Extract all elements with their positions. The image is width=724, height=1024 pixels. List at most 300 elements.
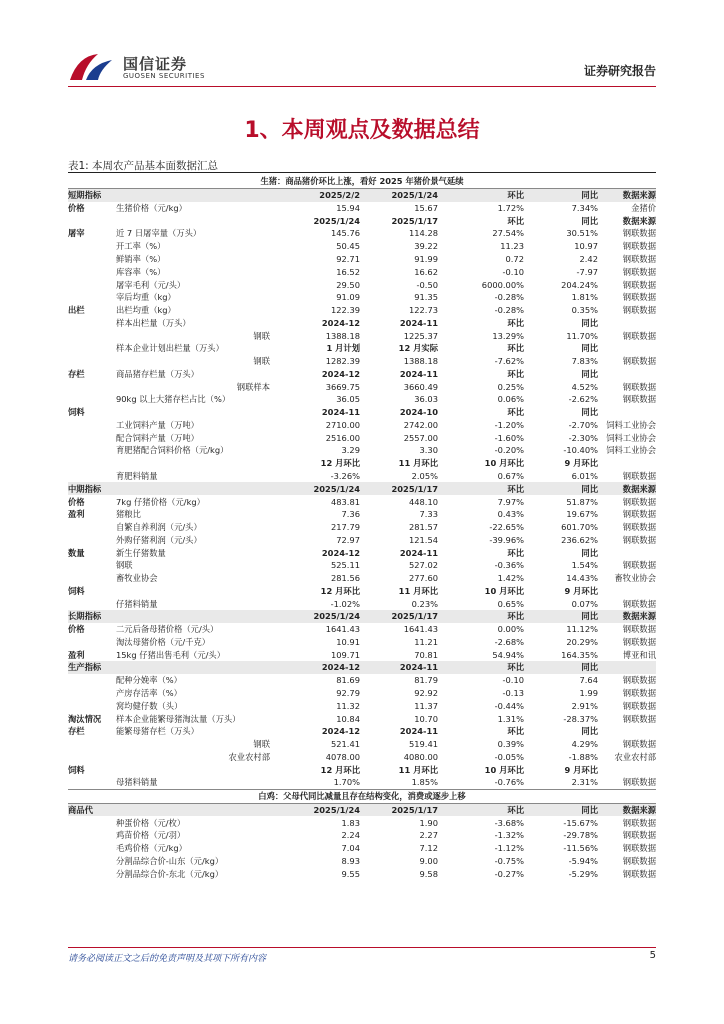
- page-number: 5: [649, 950, 656, 961]
- row-value-current: 2025/1/24: [313, 483, 360, 494]
- row-indicator: 自繁自养利润（元/头）: [116, 522, 202, 533]
- table-row: [68, 533, 656, 546]
- row-change-yoy: 2.91%: [571, 700, 598, 711]
- table-row: [68, 355, 656, 368]
- row-indicator: 种蛋价格（元/枚）: [116, 817, 186, 828]
- row-value-current: 92.71: [336, 253, 360, 264]
- row-value-previous: 91.35: [414, 292, 438, 303]
- row-indicator: 商品猪存栏量（万头）: [116, 368, 199, 379]
- row-value-current: 3.29: [341, 445, 360, 456]
- table-row: [68, 495, 656, 508]
- table-subheader: [68, 316, 656, 329]
- table-row: [68, 202, 656, 215]
- row-value-current: 1 月计划: [326, 343, 360, 354]
- row-value-current: 8.93: [341, 855, 360, 866]
- row-source: 钢联数据: [622, 228, 656, 239]
- row-change-yoy: 9 月环比: [564, 764, 598, 775]
- row-indicator: 淘汰母猪价格（元/千克）: [116, 636, 211, 647]
- row-change-yoy: 同比: [581, 215, 598, 226]
- row-value-previous: 2025/1/17: [391, 804, 438, 815]
- row-category: 淘汰情况: [68, 713, 102, 724]
- table-row: [68, 419, 656, 432]
- table-row: [68, 816, 656, 829]
- row-value-previous: 2025/1/17: [391, 483, 438, 494]
- row-indicator: 钢联: [253, 356, 270, 367]
- row-change-yoy: 2.31%: [571, 777, 598, 788]
- row-change-mom: 10 月环比: [484, 458, 524, 469]
- row-change-mom: 11.23: [500, 241, 524, 252]
- row-value-previous: 2025/1/17: [391, 215, 438, 226]
- row-value-current: 2516.00: [325, 432, 360, 443]
- row-source: 钢联数据: [622, 843, 656, 854]
- row-indicator: 毛鸡价格（元/kg）: [116, 843, 187, 854]
- row-source: 钢联数据: [622, 560, 656, 571]
- row-source: 钢联数据: [622, 330, 656, 341]
- row-change-mom: -0.13: [502, 688, 524, 698]
- row-change-yoy: 同比: [581, 804, 598, 815]
- row-value-previous: 2024-10: [399, 407, 438, 418]
- row-indicator: 开工率（%）: [116, 241, 166, 252]
- row-value-previous: 2024-11: [399, 368, 438, 379]
- row-category: 饲料: [68, 764, 85, 775]
- row-value-previous: 16.62: [414, 266, 438, 277]
- row-change-yoy: 1.54%: [571, 560, 598, 571]
- row-source: 钢联数据: [622, 381, 656, 392]
- row-value-current: 15.94: [336, 202, 360, 213]
- row-change-yoy: 19.67%: [566, 509, 598, 520]
- row-change-mom: 6000.00%: [481, 279, 524, 290]
- row-change-mom: 1.31%: [497, 713, 524, 724]
- row-value-current: 29.50: [336, 279, 360, 290]
- row-value-current: 11.32: [336, 700, 360, 711]
- row-value-current: 145.76: [330, 228, 360, 239]
- row-indicator: 样本出栏量（万头）: [116, 317, 191, 328]
- row-value-previous: 11.37: [414, 700, 438, 711]
- row-change-mom: 0.00%: [497, 624, 524, 635]
- row-source: 钢联数据: [622, 241, 656, 252]
- row-category: 盈利: [68, 649, 85, 660]
- row-value-previous: 4080.00: [403, 751, 438, 762]
- table-subheader: [68, 457, 656, 470]
- row-value-previous: 519.41: [408, 739, 438, 750]
- row-indicator: 配种分娩率（%）: [116, 675, 182, 686]
- table-row: [68, 444, 656, 457]
- row-value-previous: 2.05%: [411, 470, 438, 481]
- row-change-mom: 10 月环比: [484, 585, 524, 596]
- row-value-current: 81.69: [336, 675, 360, 686]
- disclaimer-text: 请务必阅读正文之后的免责声明及其项下所有内容: [68, 954, 267, 964]
- table-row: [68, 329, 656, 342]
- row-value-current: 7.36: [341, 509, 360, 520]
- row-value-previous: 2024-11: [399, 547, 438, 558]
- table-section-header: [68, 610, 656, 623]
- table-row: [68, 674, 656, 687]
- row-change-yoy: 同比: [581, 368, 598, 379]
- table-row: [68, 240, 656, 253]
- row-value-previous: 7.12: [419, 843, 438, 854]
- row-value-previous: 11 月环比: [398, 764, 438, 775]
- row-value-current: 1388.18: [325, 330, 360, 341]
- row-value-previous: 2024-11: [399, 662, 438, 673]
- row-value-previous: 1225.37: [403, 330, 438, 341]
- row-change-yoy: 同比: [581, 407, 598, 418]
- row-change-yoy: 1.99: [579, 688, 598, 698]
- row-change-yoy: 同比: [581, 190, 598, 201]
- row-source: 钢联数据: [622, 534, 656, 545]
- row-source: 钢联数据: [622, 598, 656, 609]
- row-change-mom: -0.44%: [494, 700, 524, 711]
- row-value-current: 12 月环比: [320, 458, 360, 469]
- row-source: 钢联数据: [622, 868, 656, 879]
- row-indicator: 仔猪料销量: [116, 598, 158, 609]
- row-value-current: 2024-12: [321, 726, 360, 737]
- row-source: 钢联数据: [622, 636, 656, 647]
- row-source: 钢联数据: [622, 305, 656, 316]
- row-indicator: 样本企业能繁母猪淘汰量（万头）: [116, 713, 241, 724]
- row-change-yoy: -11.56%: [563, 843, 598, 854]
- row-change-mom: -0.28%: [494, 305, 524, 316]
- row-value-previous: 2.27: [419, 830, 438, 841]
- table-row: [68, 842, 656, 855]
- row-value-previous: 3.30: [419, 445, 438, 456]
- row-change-mom: -1.12%: [494, 843, 524, 854]
- row-change-yoy: 204.24%: [561, 279, 598, 290]
- row-change-mom: 10 月环比: [484, 764, 524, 775]
- row-value-previous: 70.81: [414, 649, 438, 660]
- row-value-current: 1282.39: [325, 356, 360, 367]
- row-change-mom: -0.28%: [494, 292, 524, 303]
- row-value-current: 217.79: [330, 522, 360, 533]
- row-change-yoy: -15.67%: [563, 817, 598, 828]
- row-change-mom: -0.75%: [494, 855, 524, 866]
- table-banner: [68, 175, 656, 189]
- row-category: 中期指标: [68, 483, 102, 494]
- row-value-current: 4078.00: [325, 751, 360, 762]
- row-change-yoy: 51.87%: [566, 496, 598, 507]
- row-value-current: 36.05: [336, 394, 360, 405]
- row-category: 饲料: [68, 585, 85, 596]
- agri-data-table: [68, 175, 656, 880]
- row-indicator: 7kg 仔猪价格（元/kg）: [116, 496, 205, 507]
- row-change-mom: -39.96%: [489, 534, 524, 545]
- row-indicator: 近 7 日屠宰量（万头）: [116, 228, 202, 239]
- banner-text: 白鸡：父母代同比减量且存在结构变化，消费或逐步上移: [258, 791, 466, 802]
- row-indicator: 鸡苗价格（元/羽）: [116, 830, 186, 841]
- table-row: [68, 687, 656, 700]
- row-source: 饲料工业协会: [606, 432, 656, 443]
- table-row: [68, 867, 656, 880]
- table-row: [68, 393, 656, 406]
- table-subheader: [68, 342, 656, 355]
- row-indicator: 畜牧业协会: [116, 573, 158, 584]
- row-value-previous: 114.28: [408, 228, 438, 239]
- row-source: 钢联数据: [622, 253, 656, 264]
- row-indicator: 母猪料销量: [116, 777, 158, 788]
- row-category: 商品代: [68, 804, 93, 815]
- row-source: 钢联数据: [622, 830, 656, 841]
- row-value-current: 1.83: [341, 817, 360, 828]
- row-value-previous: 12 月实际: [398, 343, 438, 354]
- row-change-yoy: 同比: [581, 483, 598, 494]
- row-value-current: 2024-11: [321, 407, 360, 418]
- row-change-mom: -1.32%: [494, 830, 524, 841]
- row-source: 钢联数据: [622, 777, 656, 788]
- row-indicator: 产房存活率（%）: [116, 688, 182, 698]
- row-source: 农业农村部: [614, 751, 656, 762]
- row-change-mom: 环比: [507, 215, 524, 226]
- table-row: [68, 738, 656, 751]
- row-category: 存栏: [68, 368, 85, 379]
- row-indicator: 外购仔猪利润（元/头）: [116, 534, 202, 545]
- row-value-previous: 1388.18: [403, 356, 438, 367]
- row-value-current: 2025/1/24: [313, 611, 360, 622]
- row-source: 数据来源: [622, 190, 656, 201]
- row-value-current: 122.39: [330, 305, 360, 316]
- table-subheader: [68, 585, 656, 598]
- row-value-current: 50.45: [336, 241, 360, 252]
- row-value-previous: 7.33: [419, 509, 438, 520]
- row-value-current: 2710.00: [325, 419, 360, 430]
- row-indicator: 工业饲料产量（万吨）: [116, 419, 199, 430]
- row-source: 钢联数据: [622, 509, 656, 520]
- table-row: [68, 227, 656, 240]
- table-subheader: [68, 367, 656, 380]
- row-value-previous: 11 月环比: [398, 585, 438, 596]
- row-change-yoy: 236.62%: [561, 534, 598, 545]
- table-row: [68, 291, 656, 304]
- row-change-yoy: 11.70%: [566, 330, 598, 341]
- row-change-yoy: 同比: [581, 317, 598, 328]
- guosen-logo-icon: [68, 50, 118, 84]
- row-change-mom: 环比: [507, 343, 524, 354]
- table-subheader: [68, 214, 656, 227]
- row-category: 长期指标: [68, 611, 102, 622]
- row-value-previous: 15.67: [414, 202, 438, 213]
- row-indicator: 鲜销率（%）: [116, 253, 166, 264]
- row-change-yoy: 0.35%: [571, 305, 598, 316]
- row-change-yoy: 7.83%: [571, 356, 598, 367]
- row-value-current: 10.91: [336, 636, 360, 647]
- row-change-yoy: -5.94%: [568, 855, 598, 866]
- table-row: [68, 508, 656, 521]
- row-indicator: 生猪价格（元/kg）: [116, 202, 187, 213]
- row-change-mom: 0.65%: [497, 598, 524, 609]
- row-change-yoy: 1.81%: [571, 292, 598, 303]
- row-value-current: 2024-12: [321, 547, 360, 558]
- row-indicator: 猪粮比: [116, 509, 141, 520]
- row-change-yoy: -5.29%: [568, 868, 598, 879]
- row-value-previous: 2025/1/17: [391, 611, 438, 622]
- table-row: [68, 278, 656, 291]
- row-change-yoy: -2.30%: [568, 432, 598, 443]
- header-divider: [68, 86, 656, 87]
- row-value-previous: 1641.43: [403, 624, 438, 635]
- row-indicator: 样本企业计划出栏量（万头）: [116, 343, 224, 354]
- row-source: 钢联数据: [622, 394, 656, 405]
- row-value-previous: 2024-11: [399, 317, 438, 328]
- row-category: 价格: [68, 202, 85, 213]
- table-row: [68, 636, 656, 649]
- row-indicator: 库容率（%）: [116, 266, 166, 277]
- table-section-header: [68, 189, 656, 202]
- row-change-yoy: 20.29%: [566, 636, 598, 647]
- row-change-yoy: 14.43%: [566, 573, 598, 584]
- row-value-previous: 91.99: [414, 253, 438, 264]
- row-change-yoy: -2.62%: [568, 394, 598, 405]
- row-change-mom: -1.20%: [494, 419, 524, 430]
- table-subheader: [68, 725, 656, 738]
- row-change-mom: 1.42%: [497, 573, 524, 584]
- row-category: 出栏: [68, 305, 85, 316]
- row-category: 短期指标: [68, 190, 102, 201]
- row-indicator: 育肥猪配合饲料价格（元/kg）: [116, 445, 229, 456]
- row-source: 钢联数据: [622, 292, 656, 303]
- table-row: [68, 559, 656, 572]
- row-value-previous: 448.10: [408, 496, 438, 507]
- row-change-mom: 环比: [507, 611, 524, 622]
- row-value-current: 12 月环比: [320, 764, 360, 775]
- row-source: 数据来源: [622, 215, 656, 226]
- row-change-yoy: 7.64: [579, 675, 598, 686]
- row-category: 数量: [68, 547, 85, 558]
- row-value-current: 16.52: [336, 266, 360, 277]
- row-indicator: 能繁母猪存栏（万头）: [116, 726, 199, 737]
- row-change-mom: -0.76%: [494, 777, 524, 788]
- table-section-header: [68, 804, 656, 817]
- row-value-previous: 3660.49: [403, 381, 438, 392]
- row-indicator: 分割品综合价-山东（元/kg）: [116, 855, 224, 866]
- table-row: [68, 623, 656, 636]
- row-value-current: 2024-12: [321, 662, 360, 673]
- table-row: [68, 648, 656, 661]
- table-row: [68, 304, 656, 317]
- table-row: [68, 699, 656, 712]
- row-value-previous: 92.92: [414, 688, 438, 698]
- row-value-previous: 11 月环比: [398, 458, 438, 469]
- row-source: 钢联数据: [622, 266, 656, 277]
- row-source: 钢联数据: [622, 675, 656, 686]
- row-change-yoy: -10.40%: [563, 445, 598, 456]
- row-value-current: 1641.43: [325, 624, 360, 635]
- row-indicator: 出栏均重（kg）: [116, 305, 176, 316]
- row-change-yoy: 同比: [581, 343, 598, 354]
- row-change-mom: 0.39%: [497, 739, 524, 750]
- row-source: 钢联数据: [622, 817, 656, 828]
- row-value-previous: -0.50: [416, 279, 438, 290]
- row-change-mom: 1.72%: [497, 202, 524, 213]
- row-change-mom: 54.94%: [492, 649, 524, 660]
- row-change-mom: 27.54%: [492, 228, 524, 239]
- row-category: 价格: [68, 624, 85, 635]
- table-row: [68, 776, 656, 789]
- table-row: [68, 380, 656, 393]
- row-change-yoy: 11.12%: [566, 624, 598, 635]
- row-value-previous: 1.90: [419, 817, 438, 828]
- row-value-current: 483.81: [330, 496, 360, 507]
- row-value-previous: 11.21: [414, 636, 438, 647]
- row-change-mom: -22.65%: [489, 522, 524, 533]
- row-change-yoy: 2.42: [579, 253, 598, 264]
- row-value-current: 525.11: [330, 560, 360, 571]
- caption-divider: [68, 172, 656, 173]
- row-indicator: 钢联样本: [236, 381, 270, 392]
- row-source: 钢联数据: [622, 688, 656, 698]
- row-source: 钢联数据: [622, 624, 656, 635]
- table-subheader: [68, 763, 656, 776]
- row-value-previous: 9.00: [419, 855, 438, 866]
- row-value-current: 91.09: [336, 292, 360, 303]
- row-value-previous: 2024-11: [399, 726, 438, 737]
- row-change-mom: 0.43%: [497, 509, 524, 520]
- row-value-previous: 10.70: [414, 713, 438, 724]
- row-indicator: 屠宰毛利（元/头）: [116, 279, 186, 290]
- row-change-mom: 环比: [507, 317, 524, 328]
- row-indicator: 15kg 仔猪出售毛利（元/头）: [116, 649, 226, 660]
- row-change-mom: -0.10: [502, 675, 524, 686]
- row-source: 数据来源: [622, 804, 656, 815]
- row-value-previous: 281.57: [408, 522, 438, 533]
- row-value-current: 2025/2/2: [319, 190, 360, 201]
- row-change-mom: 环比: [507, 662, 524, 673]
- row-source: 钢联数据: [622, 700, 656, 711]
- row-change-mom: -0.10: [502, 266, 524, 277]
- row-value-current: 92.79: [336, 688, 360, 698]
- row-source: 博亚和讯: [622, 649, 656, 660]
- row-value-current: 10.84: [336, 713, 360, 724]
- row-change-yoy: 同比: [581, 726, 598, 737]
- row-value-previous: 36.03: [414, 394, 438, 405]
- table-row: [68, 750, 656, 763]
- table-row: [68, 470, 656, 483]
- row-indicator: 钢联: [253, 739, 270, 750]
- row-source: 金猪价: [631, 202, 656, 213]
- row-value-previous: 122.73: [408, 305, 438, 316]
- row-value-current: 281.56: [330, 573, 360, 584]
- row-value-current: 2025/1/24: [313, 804, 360, 815]
- row-change-yoy: 4.29%: [571, 739, 598, 750]
- row-indicator: 育肥料销量: [116, 470, 158, 481]
- row-value-current: -3.26%: [330, 470, 360, 481]
- row-value-current: 12 月环比: [320, 585, 360, 596]
- row-change-yoy: 601.70%: [561, 522, 598, 533]
- row-change-mom: -0.27%: [494, 868, 524, 879]
- row-source: 钢联数据: [622, 356, 656, 367]
- row-indicator: 钢联: [253, 330, 270, 341]
- logo-text-cn: 国信证券: [123, 55, 188, 73]
- table-row: [68, 521, 656, 534]
- report-type-label: 证券研究报告: [583, 64, 656, 78]
- row-source: 钢联数据: [622, 855, 656, 866]
- row-value-current: -1.02%: [330, 598, 360, 609]
- row-change-yoy: -7.97: [576, 266, 598, 277]
- logo-text-en: GUOSEN SECURITIES: [123, 72, 205, 80]
- row-source: 钢联数据: [622, 470, 656, 481]
- row-source: 钢联数据: [622, 713, 656, 724]
- row-change-yoy: 9 月环比: [564, 585, 598, 596]
- row-source: 畜牧业协会: [614, 573, 656, 584]
- row-change-mom: -0.36%: [494, 560, 524, 571]
- table-banner: [68, 789, 656, 804]
- table-caption: 表1: 本周农产品基本面数据汇总: [68, 160, 219, 172]
- row-value-previous: 0.23%: [411, 598, 438, 609]
- row-value-current: 7.04: [341, 843, 360, 854]
- row-change-mom: 7.97%: [497, 496, 524, 507]
- row-change-yoy: 7.34%: [571, 202, 598, 213]
- row-change-mom: 环比: [507, 483, 524, 494]
- table-subheader: [68, 406, 656, 419]
- row-value-current: 3669.75: [325, 381, 360, 392]
- row-indicator: 农业农村部: [228, 751, 270, 762]
